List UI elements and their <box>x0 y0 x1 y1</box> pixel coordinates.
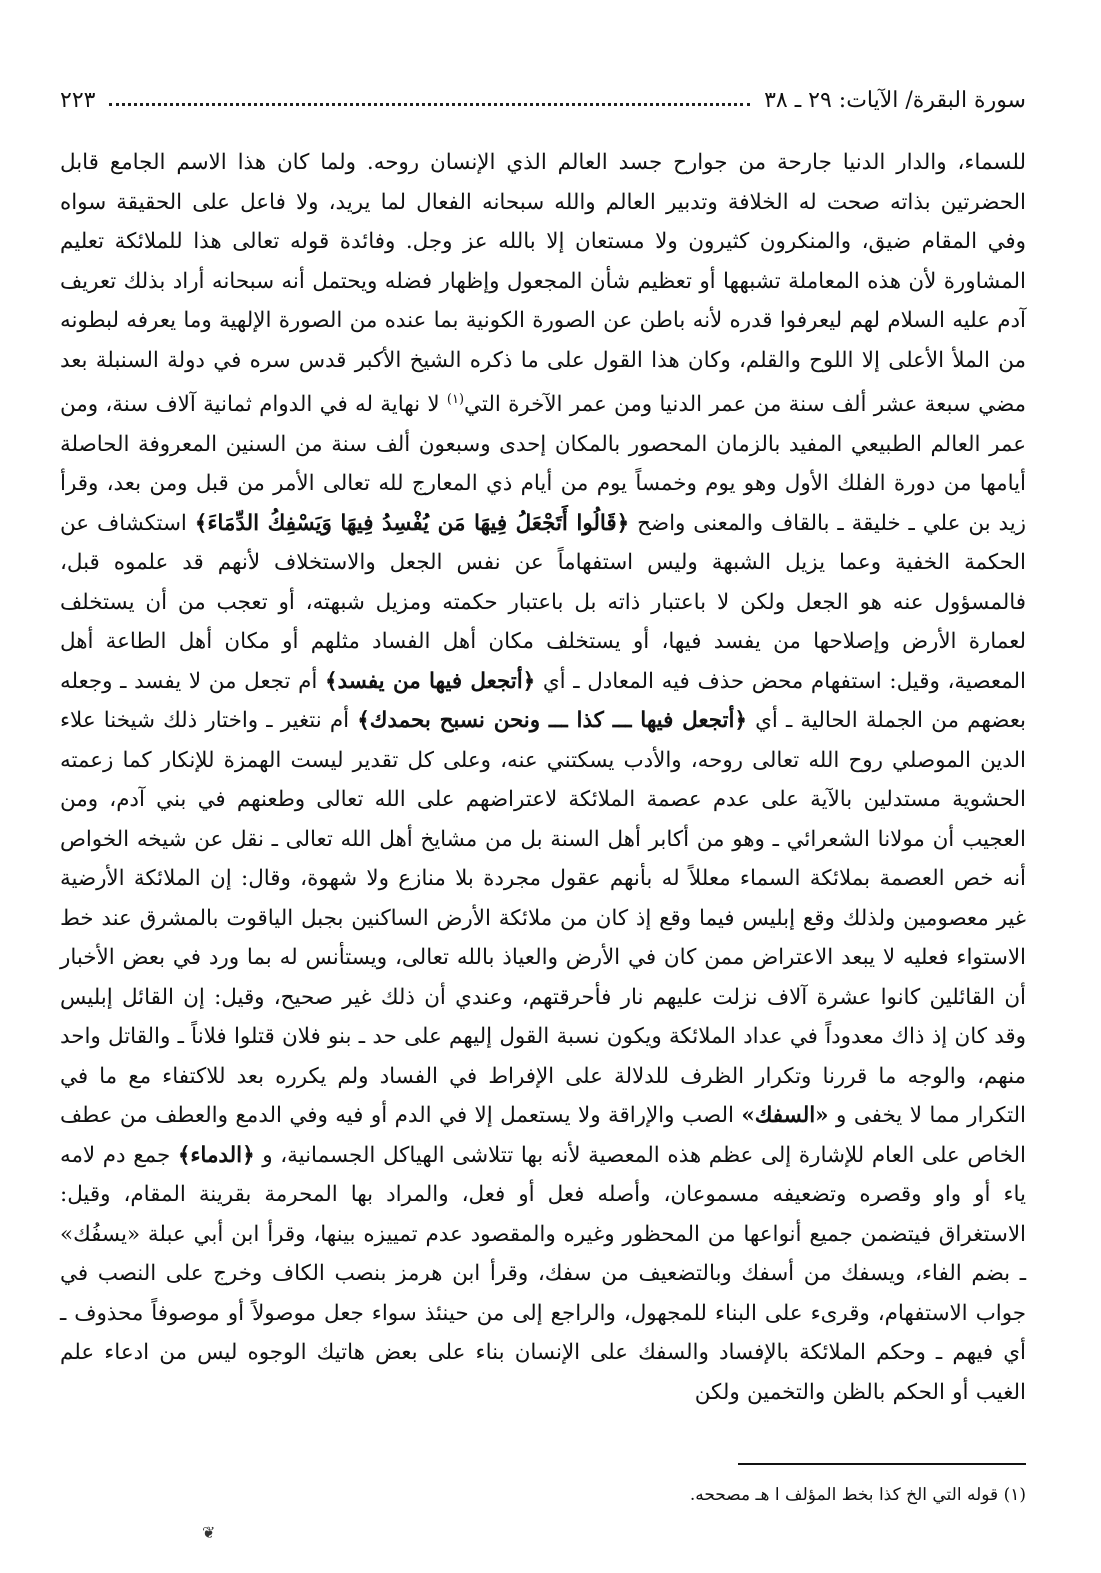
quran-quote: ﴿قَالُوا أَتَجْعَلُ فِيهَا مَن يُفْسِدُ فِيهَا وَيَسْفِكُ الدِّمَاءَ﴾ <box>194 510 630 536</box>
dotted-leader <box>109 103 750 106</box>
quoted-word: «السفك» <box>741 1103 829 1129</box>
ornament-icon: ❦ <box>202 1523 216 1542</box>
footnote: (١) قوله التي الخ كذا بخط المؤلف ا هـ مصححه. <box>689 1485 1026 1505</box>
page-number: ٢٢٣ <box>60 87 96 113</box>
chapter-title: سورة البقرة/ الآيات: ٢٩ ـ ٣٨ <box>764 87 1026 113</box>
text-segment: استكشاف عن الحكمة الخفية وعما يزيل الشبهة وليس استفهاماً عن نفس الجعل والاستخلاف لأنهم قد علموه قبل، فالمسؤول عنه هو الجعل ولكن لا باعتبار ذاته بل باعتبار حكمته ومزيل شبهته، أو تعجب من أن يستخلف لعمارة الأرض وإصلاحها من يفسد فيها، أو يستخلف مكان أهل الفساد مثلهم أو مكان أهل الطاعة أهل المعصية، وقيل: استفهام محض حذف فيه المعادل ـ أي <box>60 510 1027 694</box>
body-paragraph <box>60 143 1026 1412</box>
text-segment: للسماء، والدار الدنيا جارحة من جوارح جسد العالم الذي الإنسان روحه. ولما كان هذا الاسم الجامع قابل الحضرتين بذاته صحت له الخلافة وتدبير العالم والله سبحانه الفعال لما يريد، ولا فاعل على الحقيقة سواه وفي المقام ضيق، والمنكرون كثيرون ولا مستعان إلا بالله عز وجل. وفائدة قوله تعالى هذا للملائكة تعليم المشاورة لأن هذه المعاملة تشبهها أو تعظيم شأن المجعول وإظهار فضله ويحتمل أنه سبحانه أراد بذلك تعريف آدم عليه السلام لهم ليعرفوا قدره لأنه باطن عن الصورة الكونية بما عنده من الصورة الإلهية وما يعرفه لبطونه من الملأ الأعلى إلا اللوح والقلم، وكان هذا القول على ما ذكره الشيخ الأكبر قدس سره في دولة السنبلة بعد مضي سبعة عشر ألف سنة من عمر الدنيا ومن عمر الآخرة التي <box>60 150 1026 418</box>
quran-quote: ﴿الدماء﴾ <box>177 1142 255 1168</box>
main-text <box>60 143 1026 1412</box>
text-segment: أم نتغير ـ واختار ذلك شيخنا علاء الدين الموصلي روح الله تعالى روحه، والأدب يسكتني عنه، وعلى كل تقدير ليست الهمزة للإنكار كما زعمته الحشوية مستدلين بالآية على عدم عصمة الملائكة لاعتراضهم على الله تعالى وطعنهم في بني آدم، ومن العجيب أن مولانا الشعرائي ـ وهو من أكابر أهل السنة بل من مشايخ أهل الله تعالى ـ نقل عن شيخه الخواص أنه خص العصمة بملائكة السماء معللاً له بأنهم عقول مجردة بلا منازع ولا شهوة، وقال: إن الملائكة الأرضية غير معصومين ولذلك وقع إبليس فيما وقع إذ كان من ملائكة الأرض الساكنين بجبل الياقوت بالمشرق عند خط الاستواء فعليه لا يبعد الاعتراض ممن كان في الأرض والعياذ بالله تعالى، ويستأنس له بما ورد في بعض الأخبار أن القائلين كانوا عشرة آلاف نزلت عليهم نار فأحرقتهم، وعندي أن ذلك غير صحيح، وقيل: إن القائل إبليس وقد كان إذ ذاك معدوداً في عداد الملائكة ويكون نسبة القول إليهم على حد ـ بنو فلان قتلوا فلاناً ـ والقاتل واحد منهم، والوجه ما قررنا وتكرار الظرف للدلالة على الإفراط في الفساد ولم يكرره بعد للاكتفاء مع ما في التكرار مما لا يخفى و <box>60 708 1026 1129</box>
running-header <box>60 80 1026 120</box>
quran-quote: ﴿أتجعل فيها من يفسد﴾ <box>325 668 536 694</box>
text-segment: لا نهاية له في الدوام ثمانية آلاف سنة، ومن عمر العالم الطبيعي المفيد بالزمان المحصور بالمكان إحدى وسبعون ألف سنة من السنين المعروفة الحاصلة أيامها من دورة الفلك الأول وهو يوم وخمساً يوم من أيام ذي المعارج لله تعالى الأمر من قبل ومن بعد، وقرأ زيد بن علي ـ خليقة ـ بالقاف والمعنى واضح <box>60 392 1026 536</box>
footnote-divider <box>738 1463 1026 1465</box>
quran-quote: ﴿أتجعل فيها ـــ كذا ـــ ونحن نسبح بحمدك﴾ <box>357 708 747 734</box>
footnote-ref: (١) <box>446 392 465 407</box>
text-segment: جمع دم لامه ياء أو واو وقصره وتضعيفه مسموعان، وأصله فعل أو فعل، والمراد بها المحرمة بقرينة المقام، وقيل: الاستغراق فيتضمن جميع أنواعها من المحظور وغيره والمقصود عدم تمييزه بينها، وقرأ ابن أبي عبلة «يسفُك» ـ بضم الفاء، ويسفك من أسفك وبالتضعيف من سفك، وقرأ ابن هرمز بنصب الكاف وخرج على النصب في جواب الاستفهام، وقرىء على البناء للمجهول، والراجع إلى من حينئذ سواء جعل موصولاً أو موصوفاً محذوف ـ أي فيهم ـ وحكم الملائكة بالإفساد والسفك على الإنسان بناء على بعض هاتيك الوجوه ليس من ادعاء علم الغيب أو الحكم بالظن والتخمين ولكن <box>60 1142 1026 1405</box>
text-segment: الصب والإراقة ولا يستعمل إلا في الدم أو فيه وفي الدمع والعطف من عطف الخاص على العام للإشارة إلى عظم هذه المعصية لأنه بها تتلاشى الهياكل الجسمانية، و <box>60 1103 1026 1168</box>
text-segment: أم تجعل من لا يفسد ـ وجعله بعضهم من الجملة الحالية ـ أي <box>60 668 1026 734</box>
